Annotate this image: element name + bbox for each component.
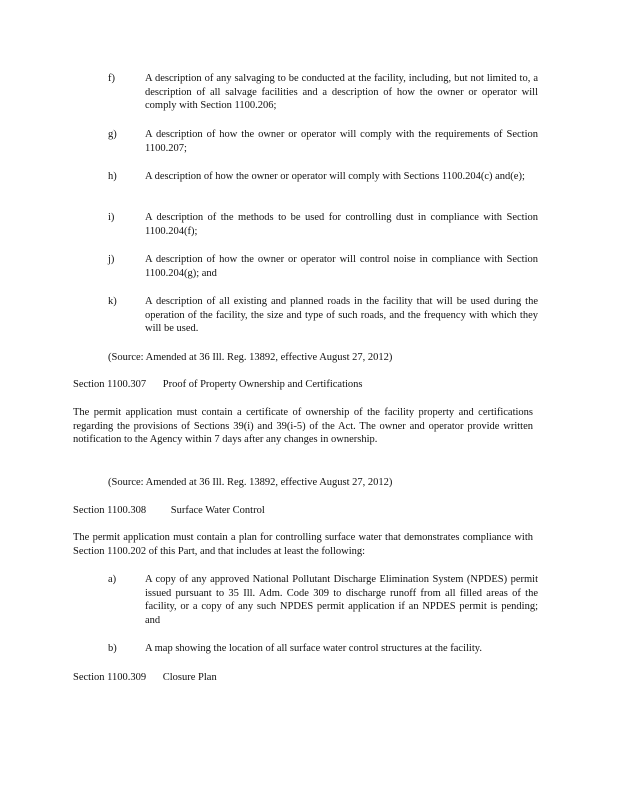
list-item-text: A description of any salvaging to be conducted at the facility, including, but not limited to, a description of all salvage facilities and a description of how the owner or operator will comply with Section 1100.206;: [145, 73, 538, 111]
list-marker: k): [108, 296, 117, 307]
list-marker: g): [108, 129, 117, 140]
source-note: (Source: Amended at 36 Ill. Reg. 13892, effective August 27, 2012): [108, 352, 393, 363]
section-heading-1100-308: [73, 504, 265, 518]
section-number: Section 1100.308: [73, 505, 147, 516]
section-heading-1100-309: [73, 671, 217, 685]
list-marker: h): [108, 171, 117, 182]
list-marker: a): [108, 574, 117, 585]
list-marker: b): [108, 643, 117, 654]
section-number: Section 1100.309: [73, 672, 147, 683]
list-item-text: A description of all existing and planned roads in the facility that will be used during the operation of the facility, the size and type of such roads, and the frequency with which they will be used.: [145, 296, 538, 334]
section-title: Surface Water Control: [170, 505, 265, 516]
list-marker: j): [108, 254, 115, 265]
list-marker: i): [108, 212, 115, 223]
source-note: (Source: Amended at 36 Ill. Reg. 13892, effective August 27, 2012): [108, 477, 393, 488]
list-item-text: A map showing the location of all surface water control structures at the facility.: [145, 643, 482, 654]
list-marker: f): [108, 73, 115, 84]
list-item-text: A description of how the owner or operator will comply with the requirements of Section 1100.207;: [145, 129, 538, 154]
section-heading-1100-307: [73, 378, 363, 392]
list-item-text: A description of how the owner or operator will control noise in compliance with Section 1100.204(g); and: [145, 254, 538, 279]
section-paragraph: The permit application must contain a plan for controlling surface water that demonstrates compliance with Section 1100.202 of this Part, and that includes at least the following:: [73, 532, 533, 557]
list-item-text: A copy of any approved National Pollutant Discharge Elimination System (NPDES) permit issued pursuant to 35 Ill. Adm. Code 309 to discharge runoff from all filled areas of the facility, or a copy of any such NPDES permit application if an NPDES permit is pending; and: [145, 574, 538, 626]
list-item-text: A description of how the owner or operator will comply with Sections 1100.204(c) and(e);: [145, 171, 525, 182]
section-title: Closure Plan: [162, 672, 217, 683]
section-paragraph: The permit application must contain a certificate of ownership of the facility property and certifications regarding the provisions of Sections 39(i) and 39(i-5) of the Act. The owner and operator provide written notification to the Agency within 7 days after any changes in ownership.: [73, 407, 533, 445]
section-title: Proof of Property Ownership and Certifications: [162, 379, 363, 390]
section-number: Section 1100.307: [73, 379, 147, 390]
list-item-text: A description of the methods to be used for controlling dust in compliance with Section 1100.204(f);: [145, 212, 538, 237]
